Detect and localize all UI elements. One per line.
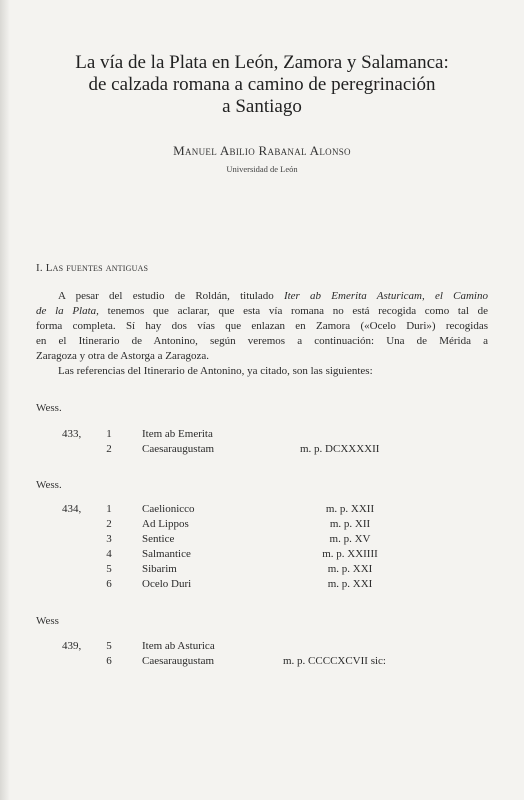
entry-index: 3 (106, 533, 112, 545)
wess-number: 433, (62, 428, 82, 440)
book-title: de la Plata, (36, 305, 99, 317)
author-affiliation: Universidad de León (226, 164, 298, 174)
paragraph-line: forma completa. Sí hay dos vías que enlazan en Zamora («Ocelo Duri») recogidas (36, 320, 488, 332)
entry-index: 5 (106, 640, 112, 652)
entry-index: 2 (106, 443, 112, 455)
body-paragraph (36, 364, 488, 379)
place-name: Ocelo Duri (142, 578, 192, 590)
entry-index: 5 (106, 563, 112, 575)
wess-label: Wess (36, 615, 59, 627)
paragraph-line: A pesar del estudio de Roldán, titulado Iter ab Emerita Asturicam, el Camino (58, 290, 488, 302)
entry-index: 4 (106, 548, 112, 560)
entry-index: 1 (106, 428, 112, 440)
book-title: Iter ab Emerita Asturicam, el Camino (283, 290, 488, 302)
article-title (20, 52, 504, 118)
place-name: Sentice (142, 533, 175, 545)
distance: m. p. CCCCXCVII sic: (283, 655, 386, 667)
place-name: Ad Lippos (142, 518, 189, 530)
body-paragraph (36, 289, 488, 364)
section-heading: I. Las fuentes antiguas (36, 262, 149, 274)
distance: m. p. XXIIII (322, 548, 378, 560)
place-name: Caesaraugustam (142, 655, 215, 667)
distance: m. p. XXII (325, 503, 375, 515)
title-line: La vía de la Plata en León, Zamora y Salamanca: (75, 52, 449, 73)
distance: m. p. XXI (327, 578, 373, 590)
place-name: Item ab Emerita (142, 428, 213, 440)
distance: m. p. XV (329, 533, 371, 545)
wess-number: 439, (62, 640, 82, 652)
place-name: Sibarim (142, 563, 177, 575)
paragraph-line: en el Itinerario de Antonino, según veremos a continuación: Una de Mérida a (36, 335, 488, 347)
paragraph-line: Las referencias del Itinerario de Antonino, ya citado, son las siguientes: (58, 365, 373, 377)
wess-label: Wess. (36, 402, 62, 414)
entry-index: 1 (106, 503, 112, 515)
wess-label: Wess. (36, 479, 62, 491)
scan-gutter-shadow (0, 0, 10, 800)
entry-index: 6 (106, 655, 112, 667)
distance: m. p. XXI (327, 563, 373, 575)
place-name: Caelionicco (142, 503, 195, 515)
distance: m. p. XII (329, 518, 371, 530)
distance: m. p. DCXXXXII (300, 443, 380, 455)
place-name: Caesaraugustam (142, 443, 215, 455)
title-line: de calzada romana a camino de peregrinación (88, 74, 436, 95)
wess-number: 434, (62, 503, 82, 515)
author-name: Manuel Abilio Rabanal Alonso (173, 143, 351, 158)
paragraph-line: de la Plata, tenemos que aclarar, que esta vía romana no está recogida como tal de (36, 305, 489, 317)
entry-index: 6 (106, 578, 112, 590)
entry-index: 2 (106, 518, 112, 530)
place-name: Item ab Asturica (142, 640, 215, 652)
place-name: Salmantice (142, 548, 191, 560)
paragraph-line: Zaragoza y otra de Astorga a Zaragoza. (36, 350, 209, 362)
title-line: a Santiago (222, 96, 302, 117)
